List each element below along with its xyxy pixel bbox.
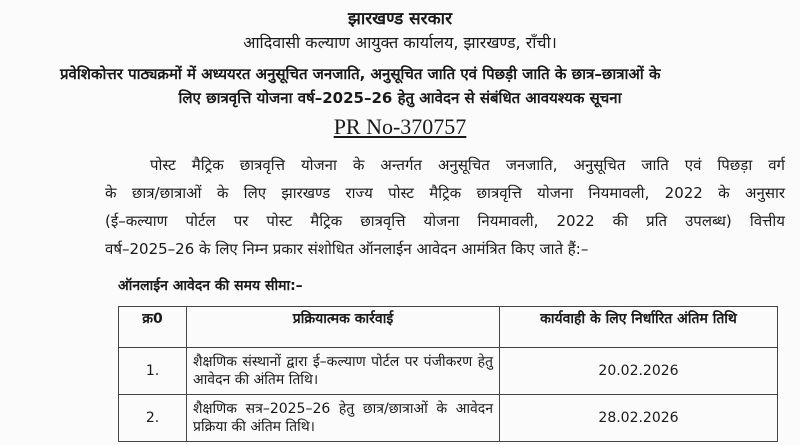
office-heading: आदिवासी कल्याण आयुक्त कार्यालय, झारखण्ड, राँची। [243, 33, 557, 52]
header-deadline: कार्यवाही के लिए निर्धारित अंतिम तिथि [500, 307, 778, 348]
header-action: प्रक्रियात्मक कार्रवाई [187, 307, 500, 348]
notice-title-line-2: लिए छात्रवृत्ति योजना वर्ष–2025–26 हेतु आवेदन से संबंधित आवयश्यक सूचना [178, 89, 622, 107]
row-date: 28.02.2026 [500, 395, 778, 442]
table-row [119, 395, 778, 442]
body-line-1: पोस्ट मैट्रिक छात्रवृत्ति योजना के अन्तर्गत अनुसूचित जनजाति, अनुसूचित जाति एवं पिछड़ा वर्ग [150, 156, 785, 174]
header-serial: क्र0 [119, 307, 187, 348]
body-line-3: (ई–कल्याण पोर्टल पर पोस्ट मैट्रिक छात्रवृत्ति योजना नियमावली, 2022 की प्रति उपलब्ध) वित्तीय [105, 212, 785, 230]
row-serial: 1. [119, 348, 187, 395]
notice-title-line-1: प्रवेशिकोत्तर पाठ्यक्रमों में अध्ययरत अनुसूचित जनजाति, अनुसूचित जाति एवं पिछड़ी जाति के छात्र–छात्राओं के [60, 65, 661, 83]
government-heading: झारखण्ड सरकार [347, 9, 453, 29]
row-action: शैक्षणिक संस्थानों द्वारा ई–कल्याण पोर्टल पर पंजीकरण हेतु आवेदन की अंतिम तिथि। [187, 348, 500, 395]
row-date: 20.02.2026 [500, 348, 778, 395]
deadline-table [118, 306, 778, 442]
section-heading: ऑनलाईन आवेदन की समय सीमा:– [118, 278, 303, 294]
table-row [119, 348, 778, 395]
row-serial: 2. [119, 395, 187, 442]
body-line-4: वर्ष–2025–26 के लिए निम्न प्रकार संशोधित ऑनलाईन आवेदन आमंत्रित किए जाते हैं:– [105, 240, 589, 258]
table-header-row [119, 307, 778, 348]
body-line-2: के छात्र/छात्राओं के लिए झारखण्ड राज्य पोस्ट मैट्रिक छात्रवृत्ति योजना नियमावली, 2022 के अनुसार [105, 184, 785, 202]
row-action: शैक्षणिक सत्र–2025–26 हेतु छात्र/छात्राओं के आवेदन प्रक्रिया की अंतिम तिथि। [187, 395, 500, 442]
pr-number: PR No-370757 [333, 114, 467, 139]
